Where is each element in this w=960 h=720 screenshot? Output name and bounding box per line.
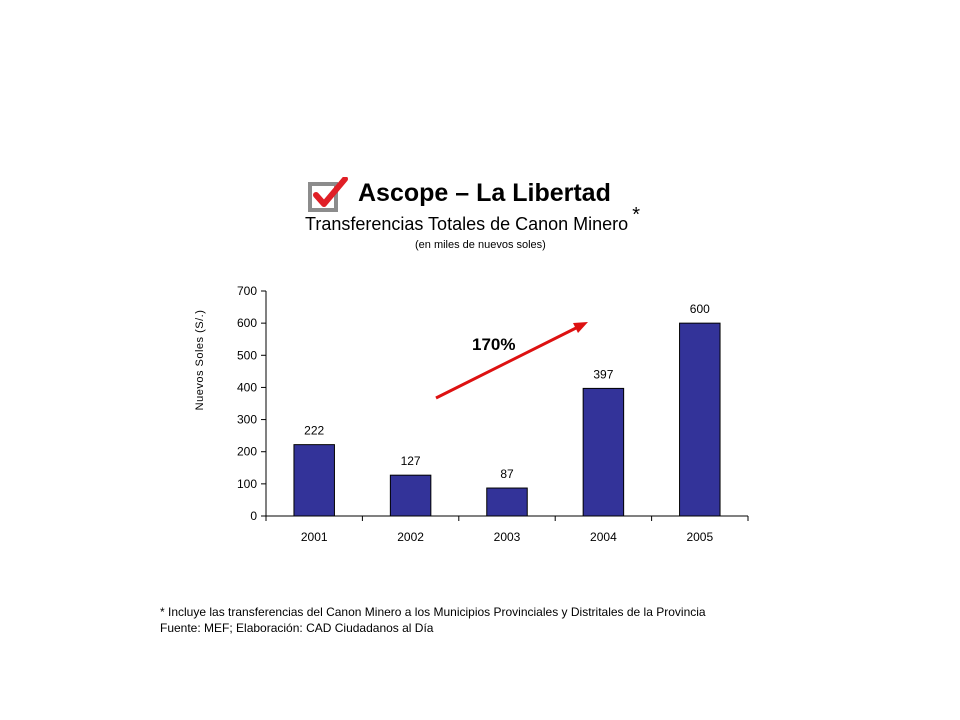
bar (390, 475, 430, 516)
units-label: (en miles de nuevos soles) (415, 239, 546, 251)
y-tick-label: 500 (236, 348, 257, 363)
bar (583, 388, 623, 516)
y-axis-label: Nuevos Soles (S/.) (194, 309, 206, 411)
subtitle-text: Transferencias Totales de Canon Minero (305, 214, 629, 234)
growth-annotation-label: 170% (472, 335, 516, 354)
footnote-source: Fuente: MEF; Elaboración: CAD Ciudadanos al Día (160, 621, 434, 635)
bar-value-label: 127 (400, 454, 421, 469)
x-tick-label: 2004 (590, 530, 617, 544)
x-tick-label: 2003 (493, 530, 521, 544)
growth-annotation (436, 322, 588, 398)
y-tick-label: 200 (236, 444, 257, 459)
bar (487, 488, 527, 516)
x-tick-label: 2001 (300, 530, 328, 544)
bar-value-label: 222 (304, 423, 325, 438)
y-tick-label: 300 (236, 412, 257, 427)
chart-title: Ascope – La Libertad (358, 179, 611, 207)
growth-arrow-head (573, 322, 588, 333)
y-tick-label: 100 (236, 476, 257, 491)
bar-value-label: 397 (593, 367, 614, 382)
y-tick-label: 0 (250, 509, 257, 523)
subtitle-footnote-mark: * (632, 204, 640, 226)
y-tick-label: 400 (236, 380, 257, 395)
bar (680, 323, 720, 516)
bar-value-label: 87 (500, 467, 514, 482)
bar (294, 445, 334, 516)
y-tick-label: 700 (236, 284, 257, 298)
x-tick-label: 2002 (397, 530, 424, 544)
y-tick-label: 600 (236, 316, 257, 331)
footnote-note: * Incluye las transferencias del Canon Minero a los Municipios Provinciales y Distritales de la Provincia (160, 605, 706, 619)
x-tick-label: 2005 (686, 530, 714, 544)
bar-value-label: 600 (689, 302, 710, 317)
